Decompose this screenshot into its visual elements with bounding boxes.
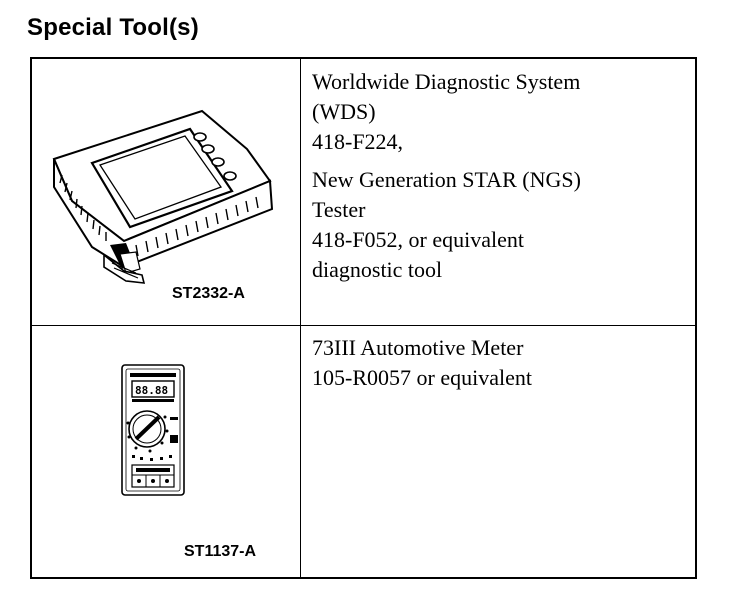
column-divider	[300, 59, 301, 325]
tool-line: Worldwide Diagnostic System	[312, 69, 581, 94]
page-title: Special Tool(s)	[27, 14, 199, 41]
tool-line: New Generation STAR (NGS)	[312, 167, 581, 192]
multimeter-illustration	[32, 325, 300, 577]
tool-description	[312, 67, 687, 285]
tool-reference-code: ST2332-A	[172, 285, 245, 302]
svg-text:88.88: 88.88	[135, 384, 169, 397]
tool-line: Tester	[312, 197, 366, 222]
tool-line: 418-F052, or equivalent	[312, 227, 525, 252]
tool-line: diagnostic tool	[312, 257, 443, 282]
tool-line: 418-F224,	[312, 129, 404, 154]
tool-description	[312, 333, 687, 393]
tool-reference-code: ST1137-A	[184, 543, 257, 560]
diagnostic-tester-illustration	[32, 59, 300, 325]
tool-line: 73III Automotive Meter	[312, 335, 524, 360]
tool-line: 105-R0057 or equivalent	[312, 365, 532, 390]
table-row-meter	[32, 325, 695, 577]
special-tools-table	[30, 57, 697, 579]
tool-line: (WDS)	[312, 99, 376, 124]
column-divider	[300, 325, 301, 577]
tool-image-cell	[32, 59, 300, 325]
table-row-wds	[32, 59, 695, 326]
tool-image-cell	[32, 325, 300, 577]
